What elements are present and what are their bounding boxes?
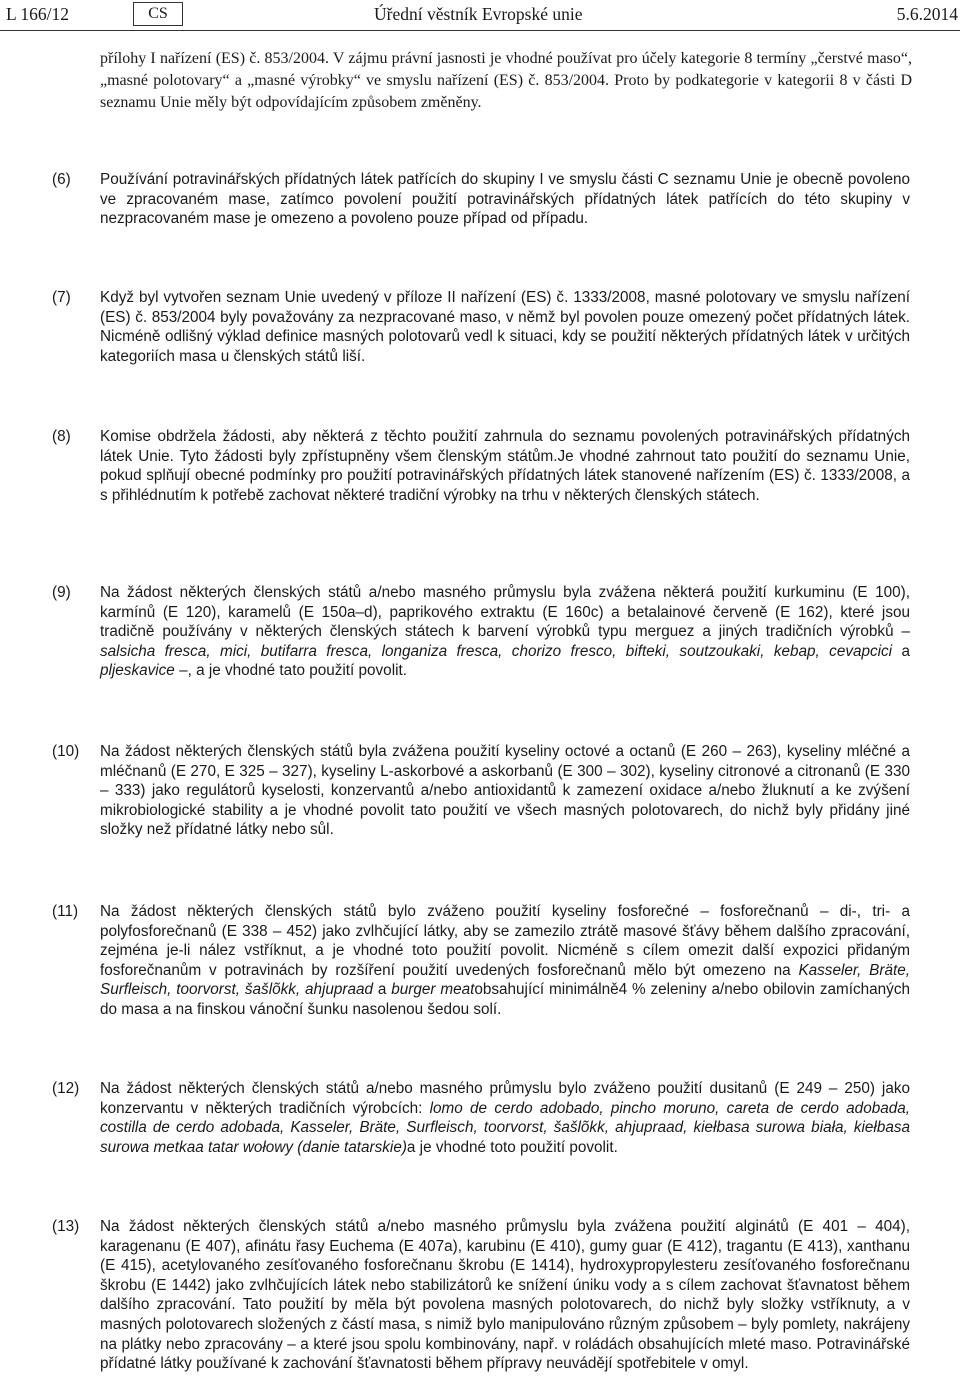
- recital-text: Na žádost některých členských států a/nebo masného průmyslu bylo zváženo použití dusitanů (E 249 – 250) jako konzervantu v některých tradičních výrobcích: lomo de cerdo adobado, pincho moruno, careta de cerdo adobada, costilla de cerdo adobada, Kasseler, Bräte, Surfleisch, toorvorst, šašlõkk, ahjupraad, kiełbasa surowa biała, kiełbasa surowa metkaa tatar wołowy (danie tatarskie)a je vhodné toto použití povolit.: [100, 1080, 910, 1156]
- recital-number: (12): [52, 1080, 80, 1097]
- header-divider: [0, 30, 960, 31]
- recital-text: Na žádost některých členských států a/nebo masného průmyslu byla zvážena použití alginátů (E 401 – 404), karagenanu (E 407), afinátu řasy Euchema (E 407a), karubinu (E 410), gumy guar (E 412), tragantu (E 413), xanthanu (E 415), acetylovaného zesíťovaného fosforečnanu škrobu (E 1414), hydroxypropylesteru zesíťovaného fosforečnanu škrobu (E 1442) jako zvlhčujících látek nebo stabilizátorů ke snížení úniku vody a s cílem zachovat šťavnatost během dalšího zpracování. Tato použití by měla být povolena masných polotovarech, do nichž byly složky vstříknuty, a v masných polotovarech složených z částí masa, s nimiž bylo manipulováno různým způsobem – byly pomlety, nakrájeny na plátky nebo zpracovány – a které jsou spolu kombinovány, např. v roládách obsahujících mleté maso. Potravinářské přídatné látky používané k zachování šťavnatosti během přípravy neuvádějí spotřebitele v omyl.: [100, 1218, 910, 1373]
- recital-number: (8): [52, 428, 71, 445]
- recital-number: (13): [52, 1218, 80, 1235]
- publication-date: 5.6.2014: [896, 4, 958, 24]
- journal-title: Úřední věstník Evropské unie: [374, 4, 583, 24]
- intro-paragraph: přílohy I nařízení (ES) č. 853/2004. V zájmu právní jasnosti je vhodné používat pro účely kategorie 8 termíny „čerstvé maso“, „masné polotovary“ a „masné výrobky“ ve smyslu nařízení (ES) č. 853/2004. Proto by podkategorie v kategorii 8 v části D seznamu Unie měly být odpovídajícím způsobem změněny.: [100, 50, 912, 111]
- recital-number: (11): [52, 903, 79, 920]
- product-name: burger meat: [391, 981, 475, 999]
- product-name: pljeskavice: [100, 662, 175, 680]
- recital-text: Na žádost některých členských států byla zvážena použití kyseliny octové a octanů (E 260 – 263), kyseliny mléčné a mléčnanů (E 270, E 325 – 327), kyseliny L-askorbové a askorbanů (E 300 – 302), kyseliny citronové a citronanů (E 330 – 333) jako regulátorů kyselosti, konzervantů a/nebo antioxidantů k zamezení oxidace a/nebo žluknutí a ke zvýšení mikrobiologické stability a je vhodné povolit tato použití ve všech masných polotovarech, do nichž byly přidány jiné složky než přídatné látky nebo sůl.: [100, 743, 910, 839]
- product-names: salsicha fresca, mici, butifarra fresca, longaniza fresca, chorizo fresco, bifteki, soutzoukaki, kebap, cevapcici: [100, 642, 893, 660]
- recital-number: (7): [52, 289, 71, 306]
- recital-number: (10): [52, 743, 80, 760]
- language-badge: CS: [133, 2, 183, 26]
- recital-text: Když byl vytvořen seznam Unie uvedený v příloze II nařízení (ES) č. 1333/2008, masné polotovary ve smyslu nařízení (ES) č. 853/2004 byly považovány za nezpracované maso, v němž byl povolen pouze omezený počet přídatných látek. Nicméně odlišný výklad definice masných polotovarů vedl k situaci, kdy se použití některých přídatných látek v určitých kategoriích masa u členských států liší.: [100, 289, 910, 365]
- recital-number: (6): [52, 171, 71, 188]
- product-names: Kasseler, Bräte, Surfleisch, toorvorst, šašlõkk, ahjupraad: [100, 961, 910, 999]
- recital-text: Komise obdržela žádosti, aby některá z těchto použití zahrnula do seznamu povolených potravinářských přídatných látek Unie. Tyto žádosti byly zpřístupněny všem členským státům.Je vhodné zahrnout tato použití do seznamu Unie, pokud splňují obecné podmínky pro použití potravinářských přídatných látek stanovené nařízením (ES) č. 1333/2008, a s přihlédnutím k potřebě zachovat některé tradiční výrobky na trhu v některých členských státech.: [100, 428, 910, 504]
- journal-reference: L 166/12: [6, 4, 70, 24]
- recital-text: Na žádost některých členských států bylo zváženo použití kyseliny fosforečné – fosforečnanů – di-, tri- a polyfosforečnanů (E 338 – 452) jako zvlhčující látky, aby se zamezilo ztrátě masové šťávy během dalšího zpracování, zejména je-li nález vstříknut, a je vhodné toto použití povolit. Nicméně s cílem omezit další expozici přidaným fosforečnanům v potravinách by rozšíření použití uvedených fosforečnanů mělo být omezeno na Kasseler, Bräte, Surfleisch, toorvorst, šašlõkk, ahjupraad a burger meatobsahující minimálně4 % zeleniny a/nebo obilovin zamíchaných do masa a na finskou vánoční šunku nasolenou šedou solí.: [100, 903, 910, 1018]
- page-header: [0, 0, 960, 30]
- recital-text: Na žádost některých členských států a/nebo masného průmyslu byla zvážena některá použití kurkuminu (E 100), karmínů (E 120), karamelů (E 150a–d), paprikového extraktu (E 160c) a betalainové červeně (E 162), které jsou tradičně používány v některých členských státech k barvení výrobků typu merguez a jiných tradičních výrobků – salsicha fresca, mici, butifarra fresca, longaniza fresca, chorizo fresco, bifteki, soutzoukaki, kebap, cevapcici a pljeskavice –, a je vhodné tato použití povolit.: [100, 584, 910, 680]
- recital-number: (9): [52, 584, 71, 601]
- recital-text: Používání potravinářských přídatných látek patřících do skupiny I ve smyslu části C seznamu Unie je obecně povoleno ve zpracovaném mase, zatímco povolení použití potravinářských přídatných látek patřících do této skupiny v nezpracovaném mase je omezeno a povoleno pouze případ od případu.: [100, 171, 910, 228]
- product-names: lomo de cerdo adobado, pincho moruno, careta de cerdo adobada, costilla de cerdo adobada, Kasseler, Bräte, Surfleisch, toorvorst, šašlõkk, ahjupraad, kiełbasa surowa biała, kiełbasa surowa metkaa tatar wołowy (danie tatarskie): [100, 1099, 910, 1156]
